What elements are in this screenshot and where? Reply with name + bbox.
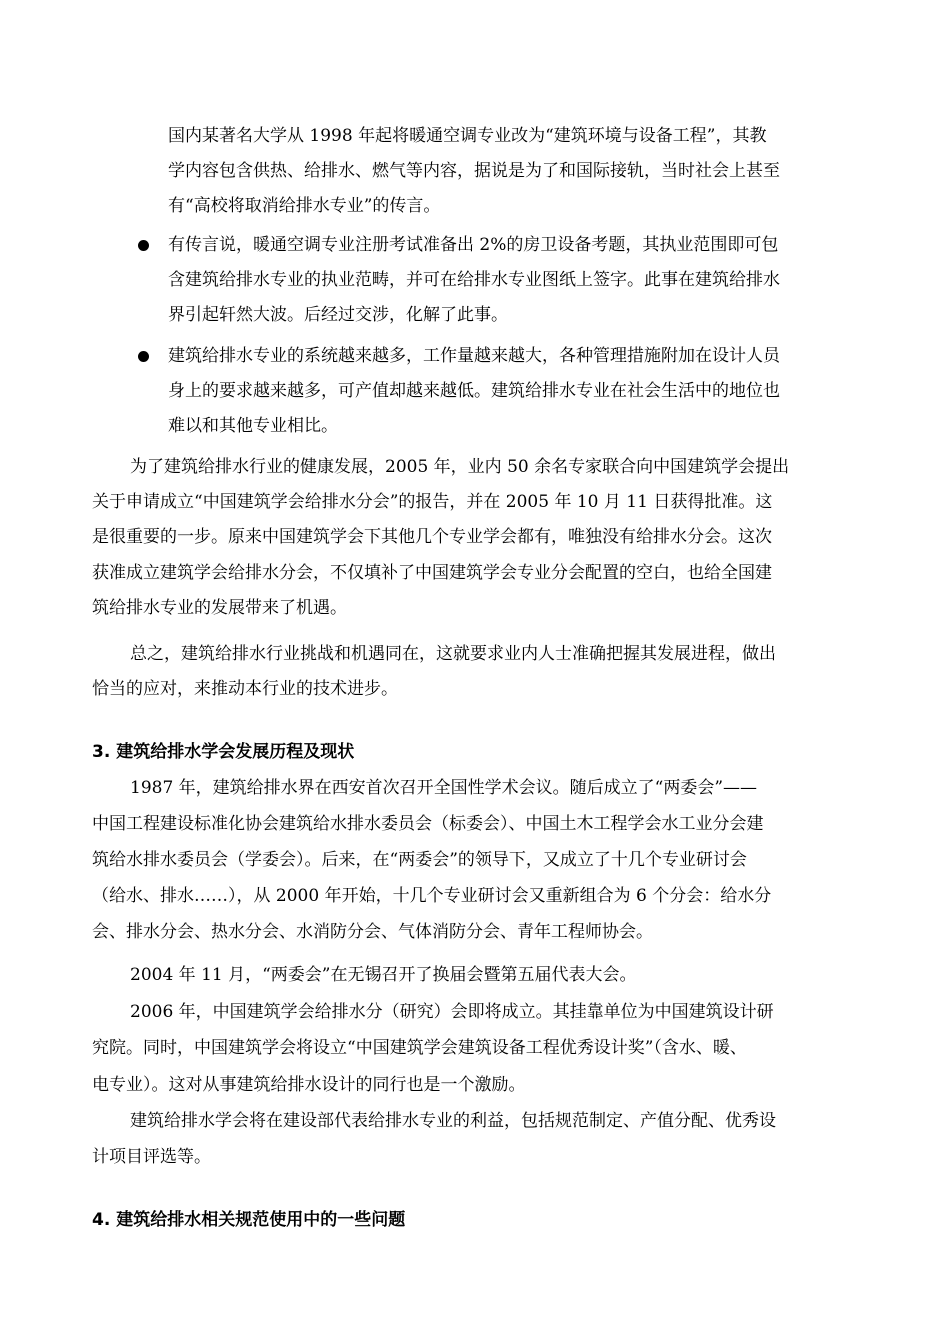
text-line: 含建筑给排水专业的执业范畴，并可在给排水专业图纸上签字。此事在建筑给排水 (168, 270, 780, 290)
text-line: 学内容包含供热、给排水、燃气等内容，据说是为了和国际接轨，当时社会上甚至 (168, 161, 780, 181)
text-line: 筑给水排水委员会（学委会）。后来，在“两委会”的领导下，又成立了十几个专业研讨会 (92, 850, 747, 870)
text-line: 有传言说，暖通空调专业注册考试准备出 2%的房卫设备考题，其执业范围即可包 (168, 235, 779, 255)
text-line: 会、排水分会、热水分会、水消防分会、气体消防分会、青年工程师协会。 (92, 922, 653, 942)
text-line: 建筑给排水专业的系统越来越多，工作量越来越大，各种管理措施附加在设计人员 (168, 346, 780, 366)
text-line: 国内某著名大学从 1998 年起将暖通空调专业改为“建筑环境与设备工程”，其教 (168, 126, 767, 146)
text-line: 获准成立建筑学会给排水分会，不仅填补了中国建筑学会专业分会配置的空白，也给全国建 (92, 563, 772, 583)
text-line: 2004 年 11 月，“两委会”在无锡召开了换届会暨第五届代表大会。 (130, 965, 637, 985)
text-line: 身上的要求越来越多，可产值却越来越低。建筑给排水专业在社会生活中的地位也 (168, 381, 780, 401)
text-line: 是很重要的一步。原来中国建筑学会下其他几个专业学会都有，唯独没有给排水分会。这次 (92, 527, 772, 547)
text-line: （给水、排水……），从 2000 年开始，十几个专业研讨会又重新组合为 6 个分会：给水分 (92, 886, 772, 906)
text-line: 关于申请成立“中国建筑学会给排水分会”的报告，并在 2005 年 10 月 11 日获得批准。这 (92, 492, 773, 512)
text-line: 2006 年，中国建筑学会给排水分（研究）会即将成立。其挂靠单位为中国建筑设计研 (130, 1002, 774, 1022)
bullet-dot-icon (138, 240, 149, 251)
text-line: 恰当的应对，来推动本行业的技术进步。 (92, 679, 398, 699)
text-line: 1987 年，建筑给排水界在西安首次召开全国性学术会议。随后成立了“两委会”—— (130, 778, 758, 798)
text-line: 计项目评选等。 (92, 1147, 211, 1167)
bullet-dot-icon (138, 351, 149, 362)
text-line: 界引起轩然大波。后经过交涉，化解了此事。 (168, 305, 508, 325)
text-line: 建筑给排水学会将在建设部代表给排水专业的利益，包括规范制定、产值分配、优秀设 (130, 1111, 776, 1131)
text-line: 难以和其他专业相比。 (168, 416, 338, 436)
text-line: 究院。同时，中国建筑学会将设立“中国建筑学会建筑设备工程优秀设计奖”（含水、暖、 (92, 1038, 747, 1058)
text-line: 有“高校将取消给排水专业”的传言。 (168, 196, 441, 216)
text-line: 筑给排水专业的发展带来了机遇。 (92, 598, 347, 618)
text-line: 总之，建筑给排水行业挑战和机遇同在，这就要求业内人士准确把握其发展进程，做出 (130, 644, 776, 664)
text-line: 中国工程建设标准化协会建筑给水排水委员会（标委会）、中国土木工程学会水工业分会建 (92, 814, 764, 834)
text-line: 为了建筑给排水行业的健康发展，2005 年，业内 50 余名专家联合向中国建筑学会提出 (130, 457, 790, 477)
section-4-heading: 4. 建筑给排水相关规范使用中的一些问题 (92, 1210, 406, 1230)
text-line: 电专业）。这对从事建筑给排水设计的同行也是一个激励。 (92, 1075, 526, 1095)
section-3-heading: 3. 建筑给排水学会发展历程及现状 (92, 742, 355, 762)
